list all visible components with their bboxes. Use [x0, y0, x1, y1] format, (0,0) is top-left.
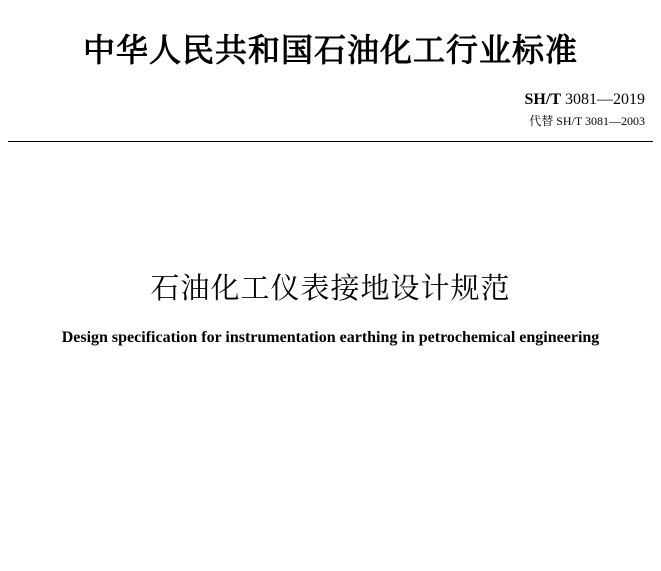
standard-code-number: 3081—2019: [561, 91, 645, 108]
header-divider: [8, 141, 653, 142]
standard-code: [525, 90, 645, 110]
document-subtitle: Design specification for instrumentation earthing in petrochemical engineering: [61, 329, 600, 346]
standard-category-title: 中华人民共和国石油化工行业标准: [82, 31, 578, 69]
standard-code-prefix: SH/T: [524, 91, 561, 108]
replaces-standard: 代替 SH/T 3081—2003: [529, 114, 645, 128]
document-title: 石油化工仪表接地设计规范: [150, 271, 511, 305]
